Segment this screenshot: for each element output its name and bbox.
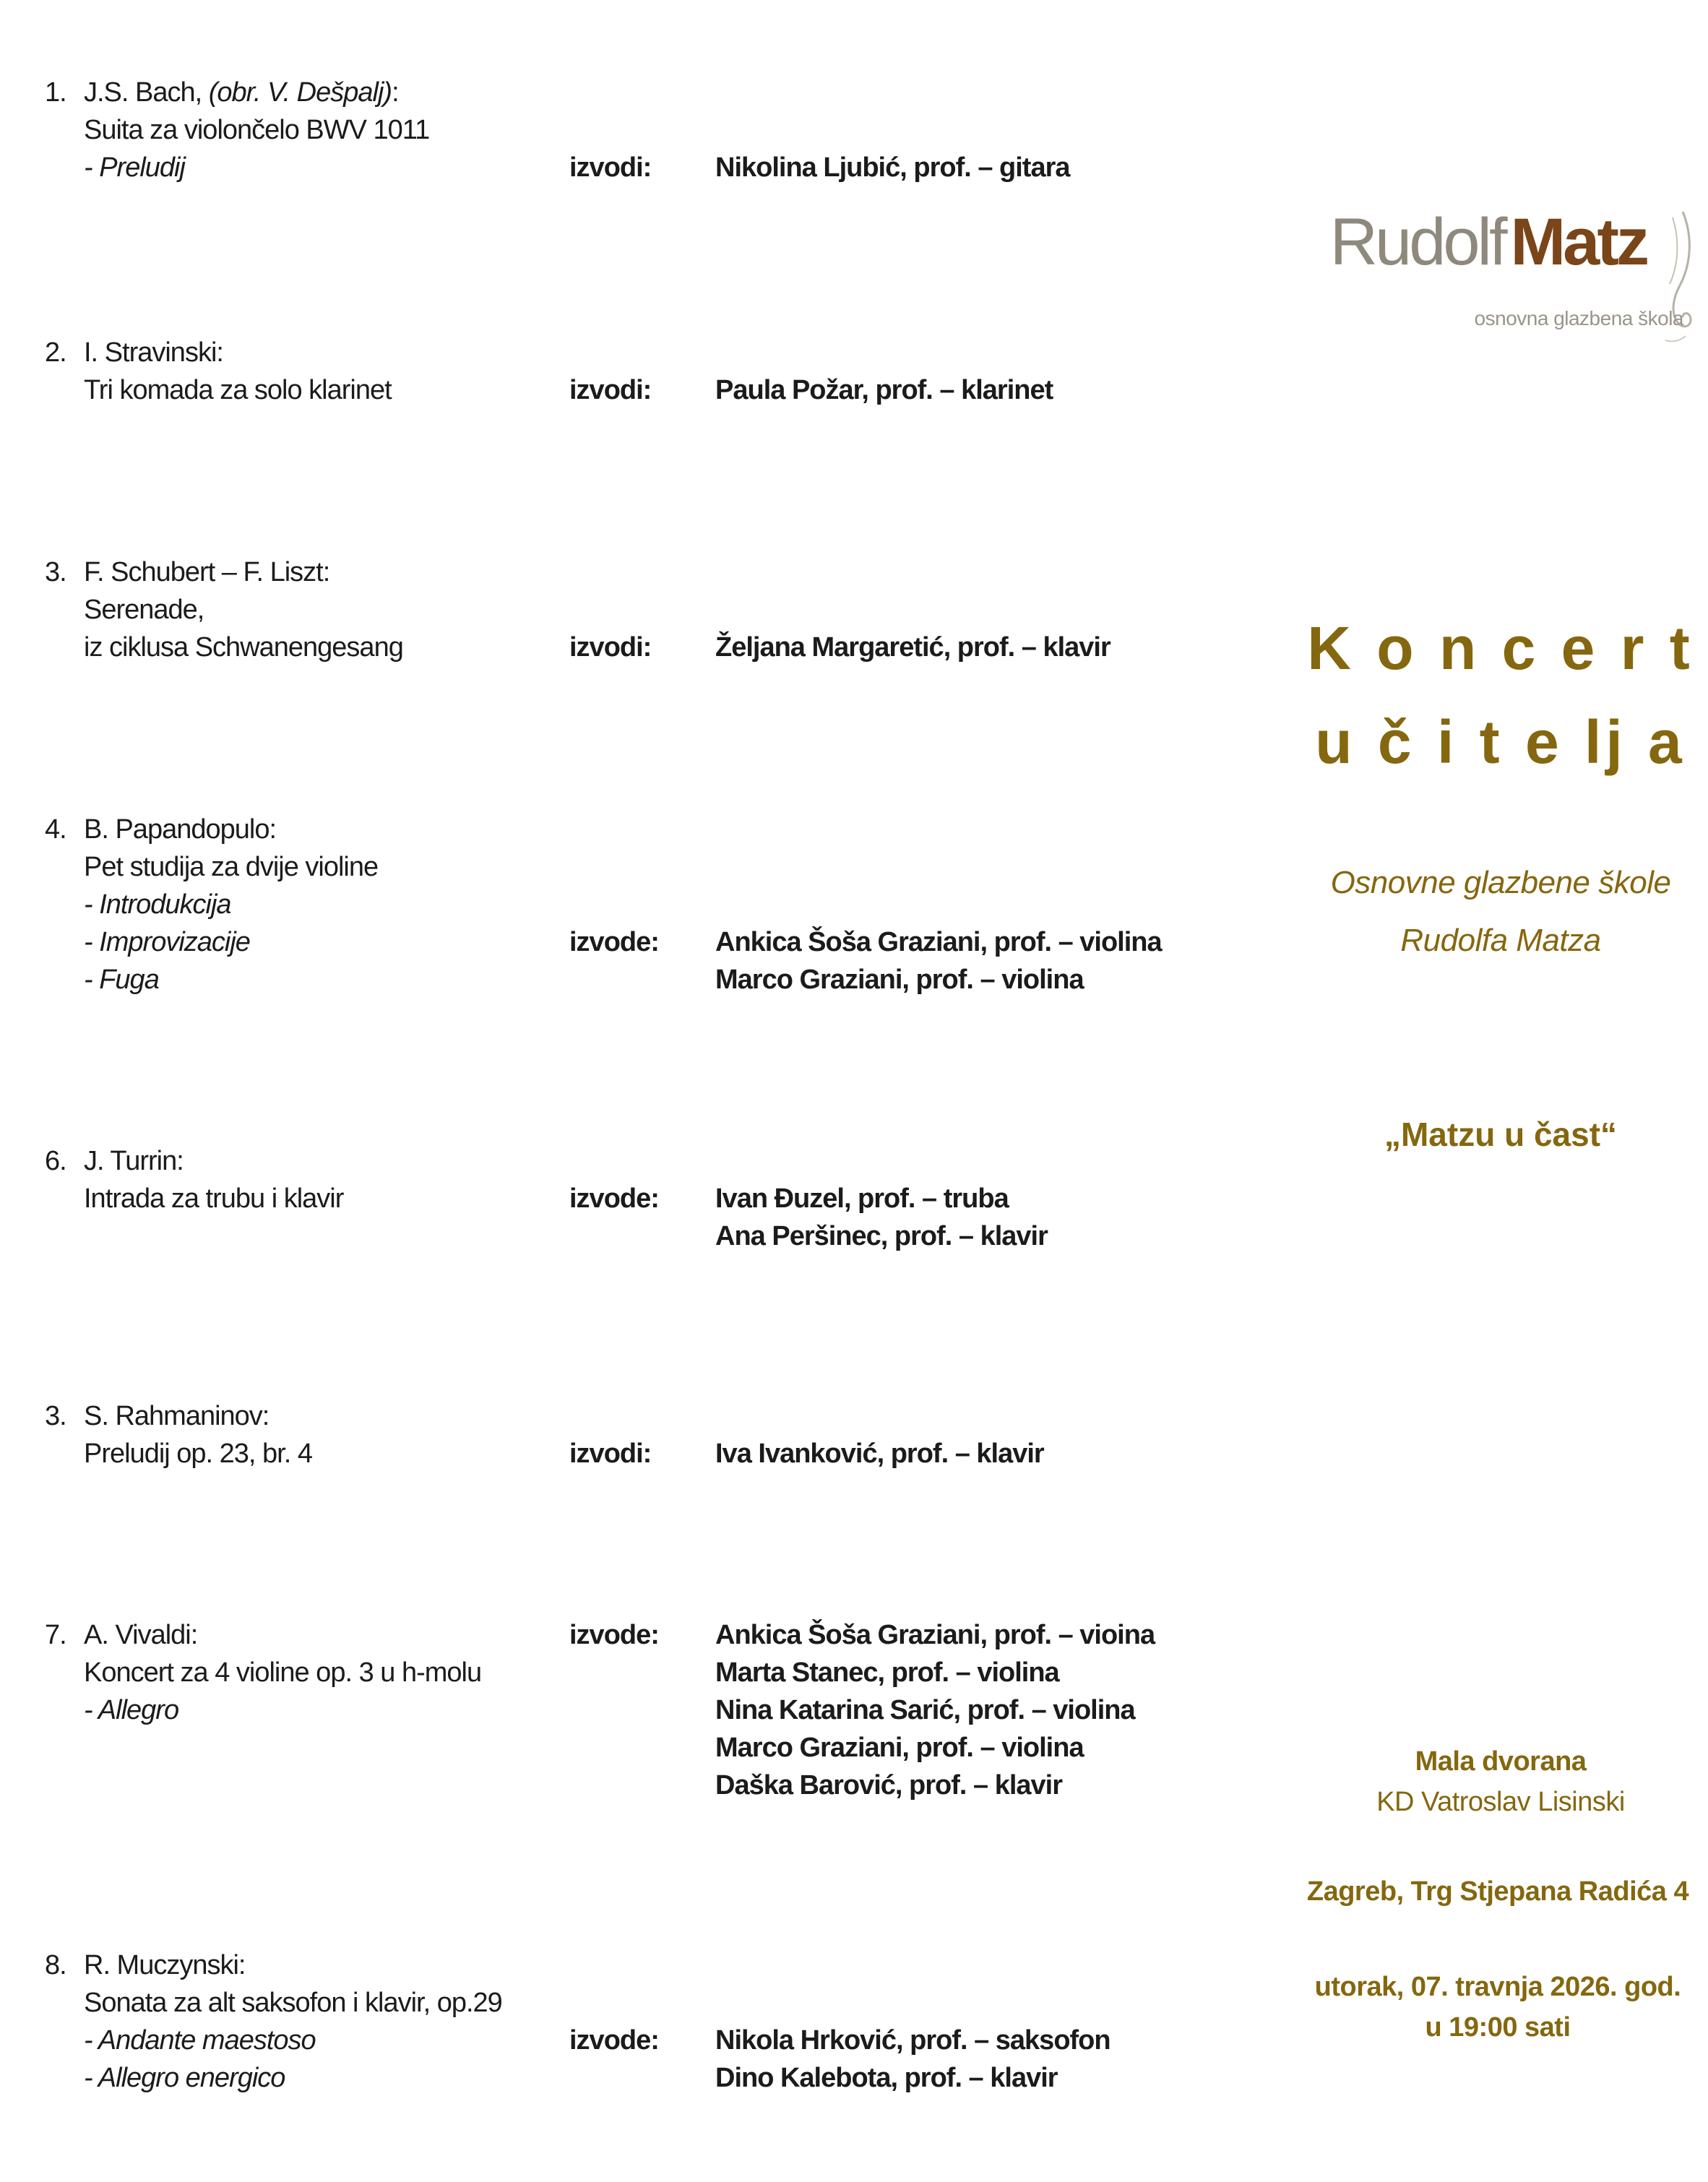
performer-name: Dino Kalebota, prof. – klavir [715, 2063, 1058, 2093]
venue-hall: Mala dvorana [1415, 1746, 1587, 1777]
logo-wordmark [1301, 206, 1694, 278]
program-row [45, 1729, 1303, 1767]
piece-line: - Fuga [84, 965, 159, 995]
piece-line: J.S. Bach, (obr. V. Dešpalj): [84, 77, 399, 108]
piece-line: I. Stravinski: [84, 337, 223, 368]
izvodi-label: izvode: [569, 1620, 659, 1650]
piece-line: - Allegro [84, 1695, 179, 1725]
event-time: u 19:00 sati [1425, 2012, 1571, 2043]
program-row [45, 2059, 1303, 2097]
logo-subtitle: osnovna glazbena škola [1474, 307, 1683, 329]
program-row [45, 1946, 1303, 1984]
event-date: utorak, 07. travnja 2026. god. [1314, 1972, 1681, 2002]
program-row [45, 111, 1303, 149]
program-item-number: 2. [45, 337, 66, 368]
program-row [45, 1654, 1303, 1691]
piece-line: Sonata za alt saksofon i klavir, op.29 [84, 1988, 502, 2018]
program-row [45, 1435, 1303, 1472]
performer-name: Željana Margaretić, prof. – klavir [715, 632, 1110, 663]
performer-name: Nikola Hrković, prof. – saksofon [715, 2025, 1110, 2056]
program-row [45, 371, 1303, 409]
piece-line: Suita za violončelo BWV 1011 [84, 115, 430, 145]
performer-name: Ana Peršinec, prof. – klavir [715, 1221, 1048, 1251]
piece-line: A. Vivaldi: [84, 1620, 198, 1650]
program-item [45, 74, 1303, 186]
program-row [45, 811, 1303, 848]
performer-name: Ivan Đuzel, prof. – truba [715, 1183, 1009, 1214]
piece-line: Tri komada za solo klarinet [84, 375, 392, 405]
program-item-number: 3. [45, 557, 66, 587]
program-item-number: 4. [45, 814, 66, 845]
performer-name: Marta Stanec, prof. – violina [715, 1657, 1059, 1688]
piece-line: F. Schubert – F. Liszt: [84, 557, 330, 587]
program-row [45, 591, 1303, 629]
performer-name: Marco Graziani, prof. – violina [715, 1733, 1084, 1763]
performer-name: Nikolina Ljubić, prof. – gitara [715, 152, 1070, 183]
piece-line: Serenade, [84, 595, 204, 625]
program-row [45, 629, 1303, 666]
piece-line: - Improvizacije [84, 927, 250, 957]
program-item [45, 553, 1303, 666]
piece-line: Koncert za 4 violine op. 3 u h-molu [84, 1657, 482, 1688]
program-row [45, 1142, 1303, 1180]
performer-name: Marco Graziani, prof. – violina [715, 965, 1084, 995]
program-row [45, 886, 1303, 923]
performer-name: Ankica Šoša Graziani, prof. – vioina [715, 1620, 1155, 1650]
venue-address: Zagreb, Trg Stjepana Radića 4 [1306, 1876, 1689, 1907]
performer-name: Iva Ivanković, prof. – klavir [715, 1439, 1044, 1469]
school-name [1293, 854, 1708, 970]
program-row [45, 149, 1303, 186]
program-row [45, 74, 1303, 111]
program-item-number: 8. [45, 1950, 66, 1980]
piece-line: J. Turrin: [84, 1146, 184, 1176]
performer-name: Nina Katarina Sarić, prof. – violina [715, 1695, 1135, 1725]
program-item [45, 1946, 1303, 2097]
izvodi-label: izvode: [569, 1183, 659, 1214]
program-item [45, 334, 1303, 409]
logo-rudolf-text: Rudolf [1329, 205, 1505, 279]
izvodi-label: izvodi: [569, 152, 652, 183]
program-item [45, 811, 1303, 999]
program-row [45, 2022, 1303, 2059]
piece-line: Pet studija za dvije violine [84, 852, 379, 882]
piece-line: B. Papandopulo: [84, 814, 277, 845]
program-row [45, 961, 1303, 999]
program-item [45, 1616, 1303, 1804]
program-item-number: 6. [45, 1146, 66, 1176]
program-item-number: 3. [45, 1401, 66, 1431]
program-row [45, 334, 1303, 371]
program-row [45, 553, 1303, 591]
logo-matz-text: Matz [1510, 205, 1647, 279]
program-row [45, 1616, 1303, 1654]
venue-block [1293, 1741, 1708, 1822]
izvodi-label: izvodi: [569, 375, 652, 405]
program-row [45, 1217, 1303, 1255]
program-row [45, 1984, 1303, 2022]
piece-line: - Allegro energico [84, 2063, 285, 2093]
piece-line: Intrada za trubu i klavir [84, 1183, 344, 1214]
program-row [45, 1180, 1303, 1217]
performer-name: Paula Požar, prof. – klarinet [715, 375, 1053, 405]
venue-building: KD Vatroslav Lisinski [1376, 1787, 1625, 1817]
concert-title [1293, 601, 1708, 789]
event-datetime [1288, 1967, 1708, 2048]
izvodi-label: izvodi: [569, 632, 652, 663]
program-row [45, 1767, 1303, 1804]
performer-name: Ankica Šoša Graziani, prof. – violina [715, 927, 1162, 957]
program-row [45, 1691, 1303, 1729]
piece-line: S. Rahmaninov: [84, 1401, 269, 1431]
piece-line: iz ciklusa Schwanengesang [84, 632, 403, 663]
piece-line: - Preludij [84, 152, 185, 183]
izvodi-label: izvodi: [569, 1439, 652, 1469]
program-item [45, 1397, 1303, 1472]
school-logo [1301, 206, 1694, 333]
program-row [45, 1397, 1303, 1435]
program-item-number: 1. [45, 77, 66, 108]
program-row [45, 923, 1303, 961]
piece-line: - Andante maestoso [84, 2025, 316, 2056]
izvodi-label: izvode: [569, 2025, 659, 2056]
performer-name: Daška Barović, prof. – klavir [715, 1770, 1063, 1801]
program-item-number: 7. [45, 1620, 66, 1650]
program-row [45, 848, 1303, 886]
concert-title-line1: K o n c e r t [1307, 614, 1694, 682]
school-name-line2: Rudolfa Matza [1400, 923, 1601, 958]
school-name-line1: Osnovne glazbene škole [1330, 865, 1671, 900]
piece-line: Preludij op. 23, br. 4 [84, 1439, 312, 1469]
concert-title-line2: u č i t e lj a [1315, 708, 1686, 776]
piece-line: - Introdukcija [84, 889, 231, 920]
piece-line: R. Muczynski: [84, 1950, 246, 1980]
izvodi-label: izvode: [569, 927, 659, 957]
concert-motto: „Matzu u čast“ [1384, 1116, 1618, 1153]
program-item [45, 1142, 1303, 1255]
